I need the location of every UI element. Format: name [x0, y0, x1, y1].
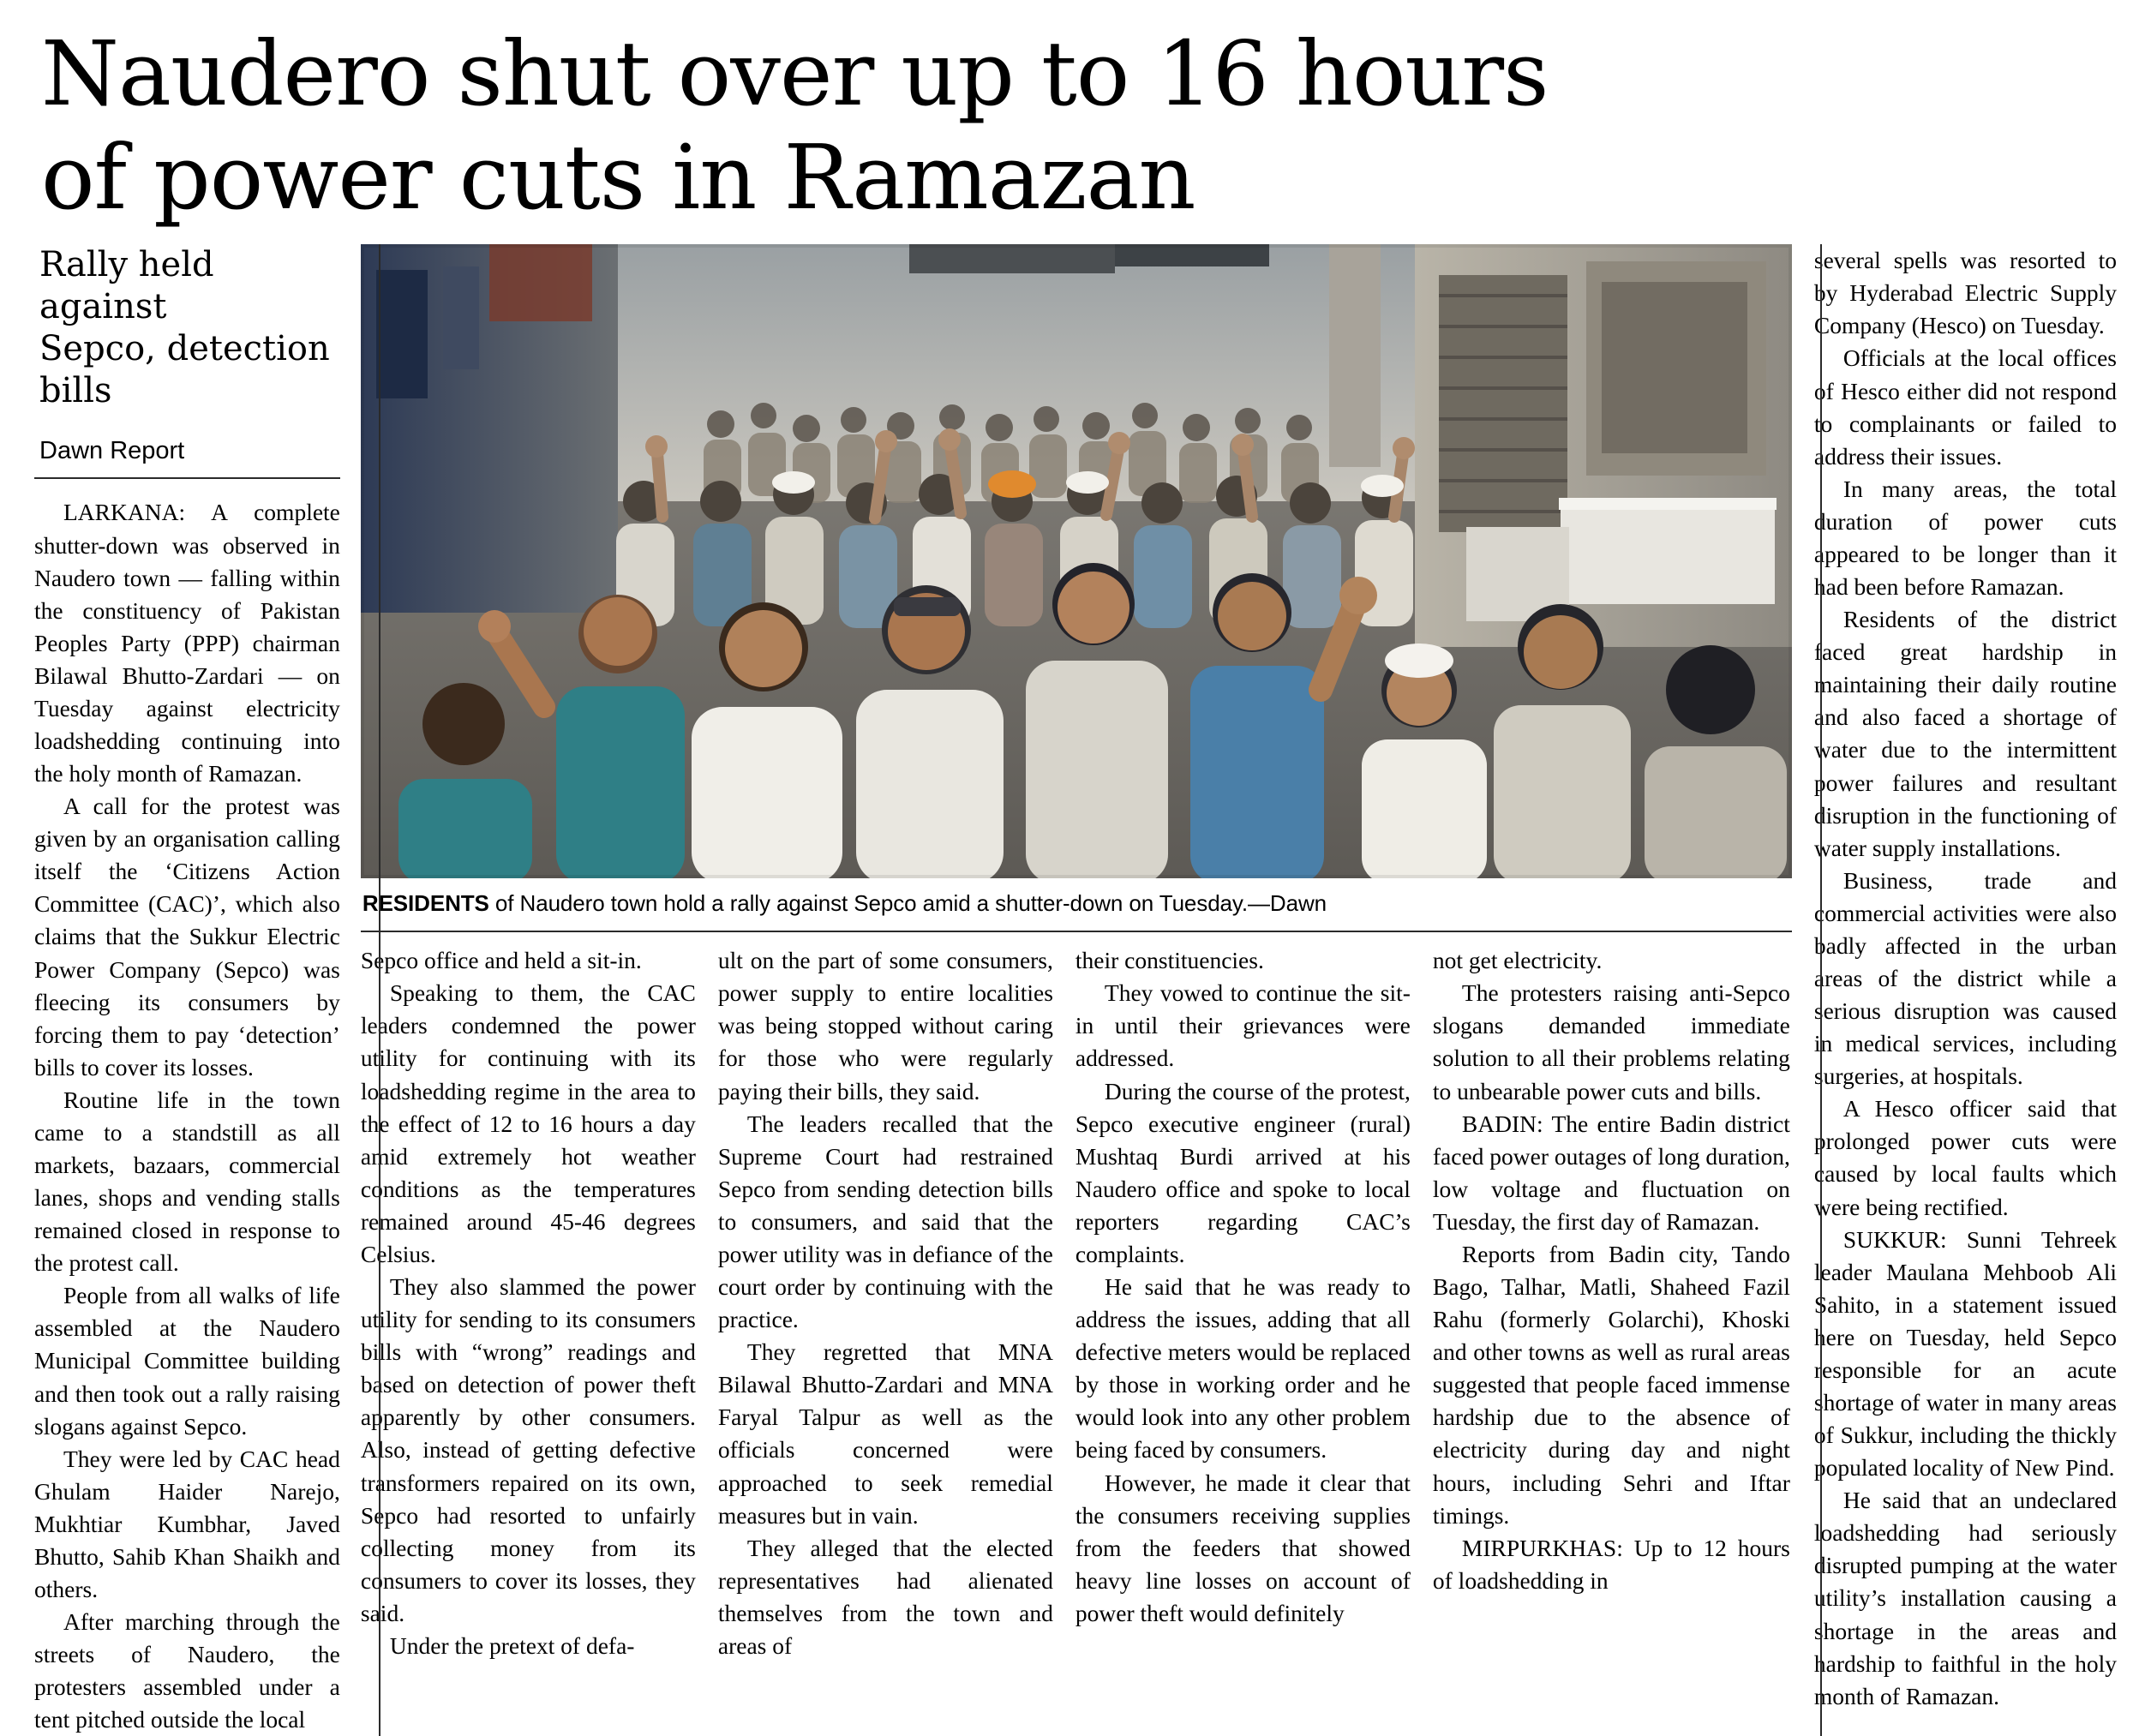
paragraph: MIRPURKHAS: Up to 12 hours of loadshedding in	[1432, 1534, 1790, 1594]
photo-caption	[361, 878, 1792, 932]
paragraph: They also slammed the power utility for sending to its consumers bills with “wrong” readings and based on detection of power theft apparently by other consumers. Also, instead of getting defective transformers repaired on its own, Sepco had resorted to unfairly collecting money from its consumers to cover its losses, they said.	[360, 1273, 696, 1626]
paragraph: Business, trade and commercial activities were also badly affected in the urban areas of the district while a serious disruption was caused in medical services, including surgeries, at hospitals.	[1813, 866, 2117, 1090]
caption-lead: RESIDENTS	[362, 890, 489, 917]
column-left-text	[34, 496, 340, 1736]
column-2-text	[361, 944, 718, 1662]
paragraph: Speaking to them, the CAC leaders condemned the power utility for continuing with its loadshedding regime in the area to the effect of 12 to 16 hours a day amid extremely hot weather conditions as the temperatures remained around 45-46 degrees Celsius.	[360, 979, 696, 1267]
column-4-text	[1076, 944, 1433, 1662]
column-6-text	[1814, 244, 2117, 1713]
paragraph: ult on the part of some consumers, power supply to entire localities was being stopped without caring for those who were regularly paying their bills, they said.	[717, 947, 1053, 1104]
headline-line-2: of power cuts in Ramazan	[41, 124, 1195, 230]
column-center-block	[361, 244, 1792, 1662]
column-right	[1792, 244, 2117, 1713]
paragraph: They vowed to continue the sit-in until their grievances were addressed.	[1075, 979, 1411, 1072]
paragraph: However, he made it clear that the consumers receiving supplies from the feeders that showed heavy line losses on account of power theft would definitely	[1075, 1469, 1411, 1626]
paragraph: Routine life in the town came to a standstill as all markets, bazaars, commercial lanes, shops and vending stalls remained closed in response to the protest call.	[34, 1086, 340, 1277]
paragraph: In many areas, the total duration of power cuts appeared to be longer than it had been before Ramazan.	[1813, 475, 2117, 601]
paragraph: Under the pretext of defa-	[389, 1631, 635, 1659]
paragraph: After marching through the streets of Naudero, the protesters assembled under a tent pitched outside the local	[34, 1608, 340, 1733]
rule-right	[1820, 244, 1822, 1736]
paragraph: The protesters raising anti-Sepco slogans demanded immediate solution to all their problems relating to unbearable power cuts and bills.	[1432, 979, 1790, 1104]
rally-photo	[361, 244, 1792, 878]
paragraph: During the course of the protest, Sepco executive engineer (rural) Mushtaq Burdi arrived at his Naudero office and spoke to local reporters regarding CAC’s complaints.	[1075, 1077, 1411, 1267]
column-5-text	[1433, 944, 1790, 1662]
page-title	[34, 22, 2117, 229]
deck-subhead	[34, 244, 340, 411]
paragraph: He said that he was ready to address the issues, adding that all defective meters would be replaced by those in working order and he would look into any other problem being faced by consumers.	[1075, 1273, 1411, 1464]
column-3-text	[718, 944, 1076, 1662]
byline: Dawn Report	[34, 437, 340, 479]
paragraph: He said that an undeclared loadshedding had seriously disrupted pumping at the water utility’s installation causing a shortage in the areas and hardship to faithful in the holy month of Ramazan.	[1813, 1487, 2117, 1709]
paragraph: The leaders recalled that the Supreme Court had restrained Sepco from sending detection bills to consumers, and said that the power utility was in defiance of the court order by continuing with the practice.	[717, 1110, 1053, 1333]
paragraph: their constituencies.	[1075, 947, 1264, 974]
caption-rest: of Naudero town hold a rally against Sepco amid a shutter-down on Tuesday.—Dawn	[488, 890, 1327, 917]
lower-columns	[361, 944, 1792, 1662]
deck-line-1: Rally held against	[39, 245, 214, 327]
paragraph: A call for the protest was given by an organisation calling itself the ‘Citizens Action Committee (CAC)’, which also claims that the Sukkur Electric Power Company (Sepco) was fleecing its consumers by forcing them to pay ‘detection’ bills to cover its losses.	[34, 793, 340, 1081]
paragraph: A Hesco officer said that prolonged power cuts were caused by local faults which were being rectified.	[1813, 1095, 2117, 1220]
column-left	[34, 244, 361, 1736]
paragraph: LARKANA: A complete shutter-down was observed in Naudero town — falling within the constituency of Pakistan Peoples Party (PPP) chairman Bilawal Bhutto-Zardari — on Tuesday against electricity loadshedding continuing into the holy month of Ramazan.	[34, 499, 340, 787]
deck-line-3: bills	[39, 370, 112, 410]
paragraph: Reports from Badin city, Tando Bago, Talhar, Matli, Shaheed Fazil Rahu (formerly Golarchi), Khoski and other towns as well as rural areas suggested that people faced immense hardship due to the absence of electricity during day and night hours, including Sehri and Iftar timings.	[1432, 1240, 1790, 1529]
paragraph: People from all walks of life assembled at the Naudero Municipal Committee building and then took out a rally raising slogans against Sepco.	[34, 1282, 340, 1440]
paragraph: SUKKUR: Sunni Tehreek leader Maulana Mehboob Ali Sahito, in a statement issued here on Tuesday, held Sepco responsible for an acute shortage of water in many areas of Sukkur, including the thickly populated locality of New Pind.	[1813, 1225, 2117, 1482]
paragraph: They were led by CAC head Ghulam Haider Narejo, Mukhtiar Kumbhar, Javed Bhutto, Sahib Khan Shaikh and others.	[34, 1445, 340, 1603]
paragraph: not get electricity.	[1432, 947, 1603, 974]
paragraph: Residents of the district faced great hardship in maintaining their daily routine and also faced a shortage of water due to the intermittent power failures and resultant disruption in the functioning of water supply installations.	[1813, 606, 2117, 861]
headline-line-1: Naudero shut over up to 16 hours	[41, 21, 1549, 126]
paragraph: They alleged that the elected representatives had alienated themselves from the town and areas of	[717, 1534, 1053, 1659]
rule-left	[379, 244, 380, 1736]
paragraph: They regretted that MNA Bilawal Bhutto-Zardari and MNA Faryal Talpur as well as the officials concerned were approached to seek remedial measures but in vain.	[717, 1338, 1053, 1529]
paragraph: Officials at the local offices of Hesco either did not respond to complainants or failed to address their issues.	[1813, 344, 2117, 470]
paragraph: BADIN: The entire Badin district faced power outages of long duration, low voltage and fluctuation on Tuesday, the first day of Ramazan.	[1432, 1110, 1790, 1235]
deck-line-2: Sepco, detection	[39, 328, 330, 368]
photo-block	[361, 244, 1792, 932]
article-body	[34, 244, 2117, 1736]
paragraph: several spells was resorted to by Hyderabad Electric Supply Company (Hesco) on Tuesday.	[1813, 247, 2117, 339]
paragraph: Sepco office and held a sit-in.	[360, 947, 642, 974]
